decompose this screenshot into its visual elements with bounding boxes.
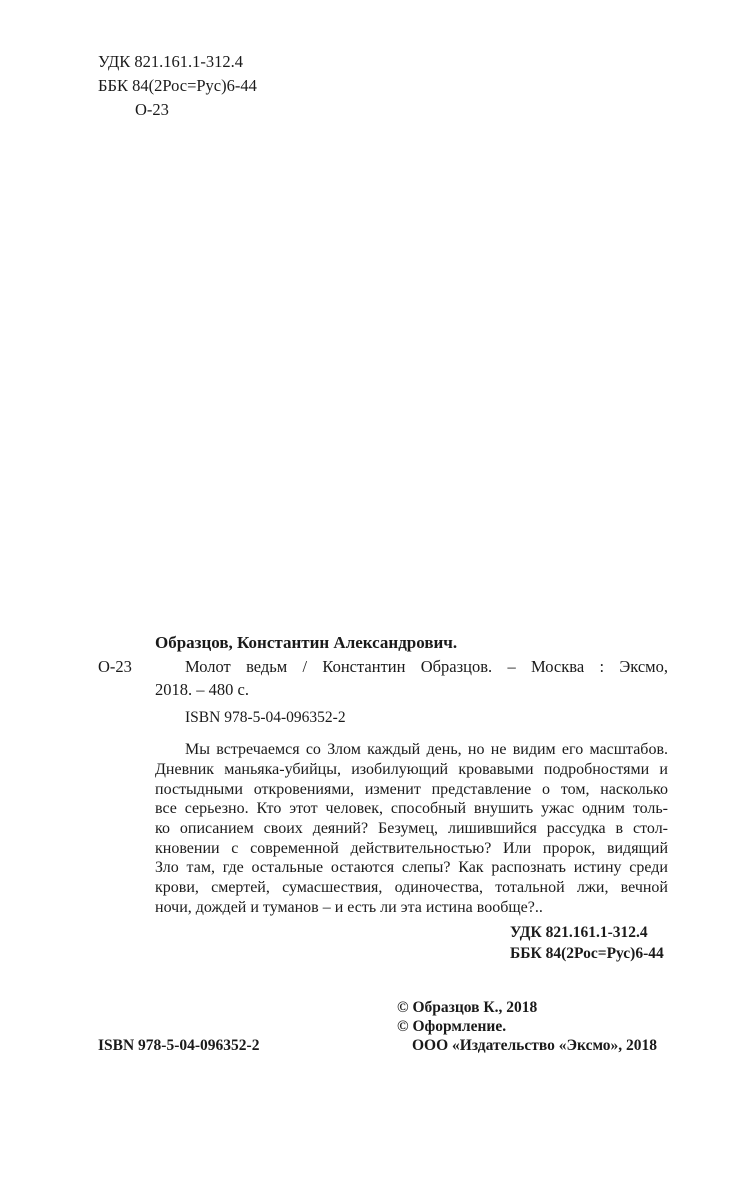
abstract-line: ко описанием своих деяний? Безумец, лишившийся рассудка в стол- bbox=[155, 820, 668, 837]
udk-header: УДК 821.161.1-312.4 bbox=[98, 52, 244, 71]
abstract-line: Дневник маньяка-убийцы, изобилующий кровавыми подробностями и bbox=[155, 761, 668, 778]
bbk-classification: ББК 84(2Рос=Рус)6-44 bbox=[510, 945, 664, 962]
abstract-line: постыдными откровениями, изменит представление о том, насколько bbox=[155, 781, 668, 798]
record-isbn: ISBN 978-5-04-096352-2 bbox=[185, 709, 346, 726]
copyright-design: © Оформление. bbox=[397, 1018, 507, 1035]
udk-classification: УДК 821.161.1-312.4 bbox=[510, 924, 648, 941]
abstract-line: кновении с современной действительностью? Или пророк, видящий bbox=[155, 840, 668, 857]
copyright-publisher: ООО «Издательство «Эксмо», 2018 bbox=[412, 1037, 658, 1054]
title-line: 2018. – 480 с. bbox=[155, 680, 249, 699]
footer-isbn: ISBN 978-5-04-096352-2 bbox=[98, 1037, 260, 1054]
title-line: Молот ведьм / Константин Образцов. – Москва : Эксмо, bbox=[185, 657, 668, 676]
abstract-line: крови, смертей, сумасшествия, одиночества, тотальной лжи, вечной bbox=[155, 879, 668, 896]
abstract-last-line: ночи, дождей и туманов – и есть ли эта истина вообще?.. bbox=[155, 899, 543, 916]
author-code-header: О-23 bbox=[135, 100, 169, 119]
abstract-line: все серьезно. Кто этот человек, способный внушить ужас одним толь- bbox=[155, 800, 668, 817]
author-code: О-23 bbox=[98, 657, 132, 676]
abstract-line: Мы встречаемся со Злом каждый день, но не видим его масштабов. bbox=[185, 741, 668, 758]
bbk-header: ББК 84(2Рос=Рус)6-44 bbox=[98, 76, 257, 95]
abstract-line: Зло там, где остальные остаются слепы? Как распознать истину среди bbox=[155, 859, 668, 876]
author-heading: Образцов, Константин Александрович. bbox=[155, 633, 458, 652]
copyright-author: © Образцов К., 2018 bbox=[397, 999, 538, 1016]
